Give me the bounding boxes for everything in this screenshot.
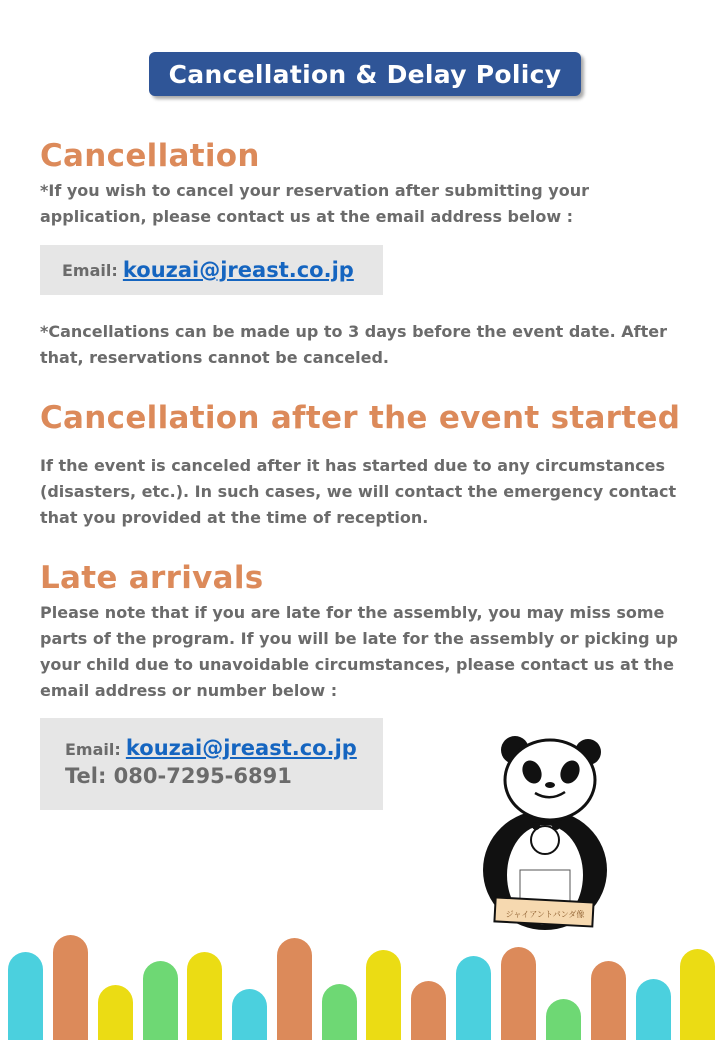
bar [636,979,671,1040]
after-start-heading: Cancellation after the event started [40,400,681,436]
bar [143,961,178,1040]
bar [8,952,43,1040]
bar [411,981,446,1040]
bar [98,985,133,1040]
panda-illustration [470,730,620,940]
bar [680,949,715,1040]
bar [232,989,267,1040]
bar [501,947,536,1040]
cancellation-intro: *If you wish to cancel your reservation after submitting your application, please contact us at the email address below : [40,181,589,226]
bar [277,938,312,1040]
phone-number: Tel: 080-7295-6891 [65,764,292,788]
cancellation-heading: Cancellation [40,138,260,174]
panda-sign: ジャイアントパンダ像 [505,910,585,919]
email-link[interactable]: kouzai@jreast.co.jp [125,736,357,760]
page-title: Cancellation & Delay Policy [149,52,581,96]
bar [187,952,222,1040]
bar [546,999,581,1040]
bar [456,956,491,1040]
after-start-text: If the event is canceled after it has started due to any circumstances (disasters, etc.). In such cases, we will contact the emergency contact that you provided at the time of reception. [40,456,677,527]
cancellation-note: *Cancellations can be made up to 3 days before the event date. After that, reservations cannot be canceled. [40,322,667,367]
email-label: Email: [62,260,118,280]
late-heading: Late arrivals [40,560,264,596]
cancellation-contact-box [40,245,383,295]
late-text: Please note that if you are late for the assembly, you may miss some parts of the program. If you will be late for the assembly or picking up your child due to unavoidable circumstances, please contact us at the email address or number below : [40,603,678,700]
bar [591,961,626,1040]
late-contact-box [40,718,383,810]
bar [53,935,88,1040]
bar [366,950,401,1040]
email-label: Email: [65,740,121,759]
bar [322,984,357,1040]
email-link[interactable]: kouzai@jreast.co.jp [122,258,354,282]
